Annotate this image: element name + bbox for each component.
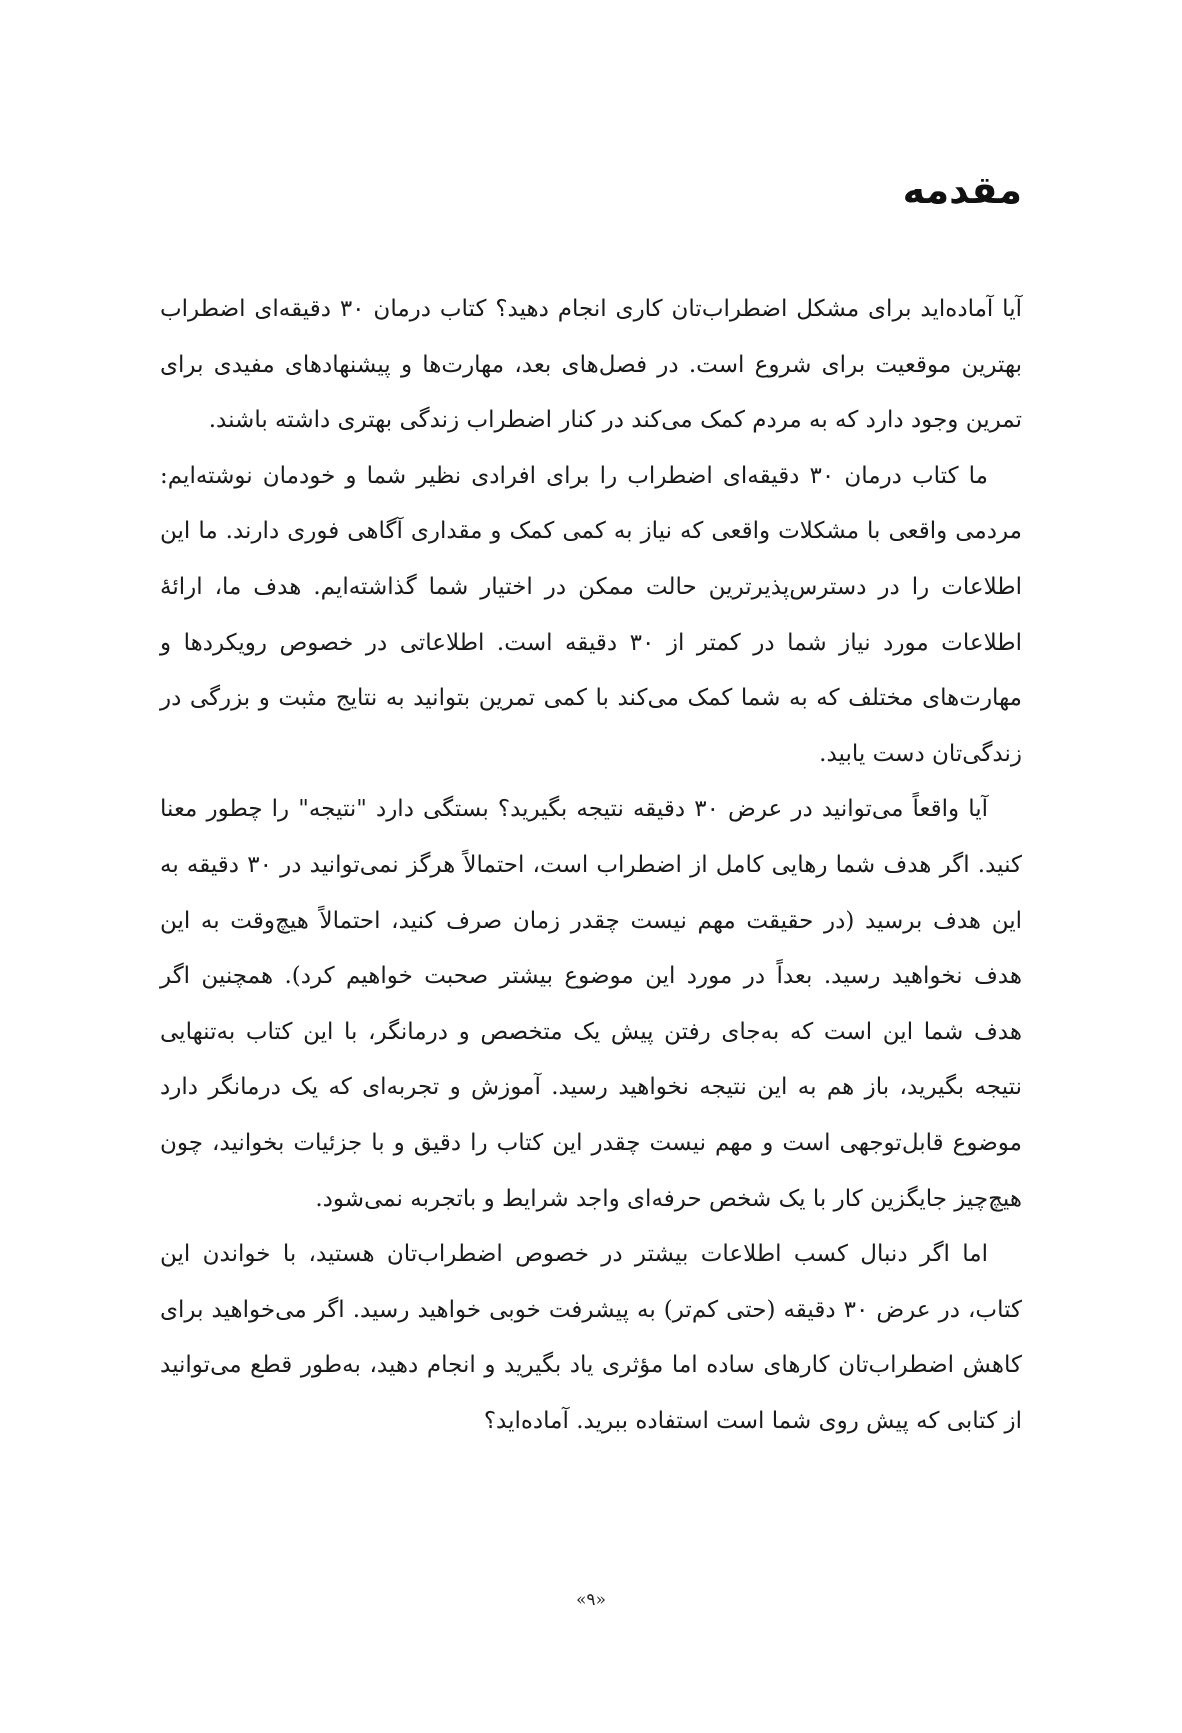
body-text: [160, 282, 1022, 1449]
page-number: «۹»: [576, 1590, 606, 1610]
paragraph-4: اما اگر دنبال کسب اطلاعات بیشتر در خصوص اضطراب‌تان هستید، با خواندن این کتاب، در عرض ۳۰ دقیقه (حتی کم‌تر) به پیشرفت خوبی خواهید رسید. اگر می‌خواهید برای کاهش اضطراب‌تان کارهای ساده اما مؤثری یاد بگیرید و انجام دهید، به‌طور قطع می‌توانید از کتابی که پیش روی شما است استفاده ببرید. آماده‌اید؟: [160, 1241, 1022, 1434]
paragraph-1: آیا آماده‌اید برای مشکل اضطراب‌تان کاری انجام دهید؟ کتاب درمان ۳۰ دقیقه‌ای اضطراب بهترین موقعیت برای شروع است. در فصل‌های بعد، مهارت‌ها و پیشنهادهای مفیدی برای تمرین وجود دارد که به مردم کمک می‌کند در کنار اضطراب زندگی بهتری داشته باشند.: [160, 296, 1022, 434]
paragraph-2: ما کتاب درمان ۳۰ دقیقه‌ای اضطراب را برای افرادی نظیر شما و خودمان نوشته‌ایم: مردمی واقعی با مشکلات واقعی که نیاز به کمی کمک و مقداری آگاهی فوری دارند. ما این اطلاعات را در دسترس‌پذیرترین حالت ممکن در اختیار شما گذاشته‌ایم. هدف ما، ارائهٔ اطلاعات مورد نیاز شما در کمتر از ۳۰ دقیقه است. اطلاعاتی در خصوص رویکردها و مهارت‌های مختلف که به شما کمک می‌کند با کمی تمرین بتوانید به نتایج مثبت و بزرگی در زندگی‌تان دست یابید.: [160, 462, 1022, 767]
paragraph-3: آیا واقعاً می‌توانید در عرض ۳۰ دقیقه نتیجه بگیرید؟ بستگی دارد "نتیجه" را چطور معنا کنید. اگر هدف شما رهایی کامل از اضطراب است، احتمالاً هرگز نمی‌توانید در ۳۰ دقیقه به این هدف برسید (در حقیقت مهم نیست چقدر زمان صرف کنید، احتمالاً هیچ‌وقت به این هدف نخواهید رسید. بعداً در مورد این موضوع بیشتر صحبت خواهیم کرد). همچنین اگر هدف شما این است که به‌جای رفتن پیش یک متخصص و درمانگر، با این کتاب به‌تنهایی نتیجه بگیرید، باز هم به این نتیجه نخواهید رسید. آموزش و تجربه‌ای که یک درمانگر دارد موضوع قابل‌توجهی است و مهم نیست چقدر این کتاب را دقیق و با جزئیات بخوانید، چون هیچ‌چیز جایگزین کار با یک شخص حرفه‌ای واجد شرایط و باتجربه نمی‌شود.: [160, 796, 1023, 1212]
chapter-title: مقدمه: [902, 168, 1022, 212]
